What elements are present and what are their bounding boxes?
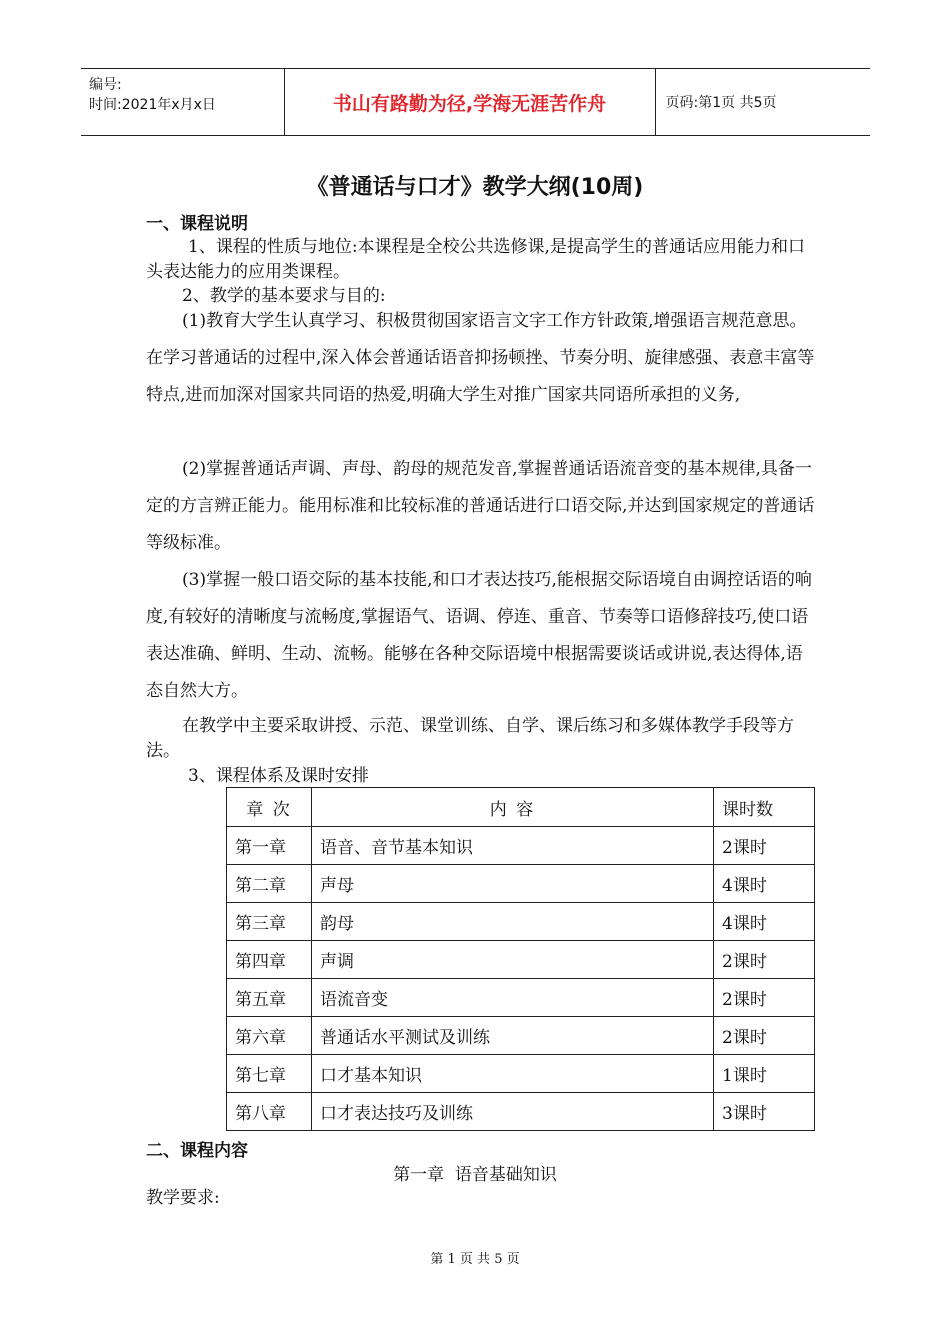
table-row [227,1017,815,1055]
table-header-content: 内 容 [312,788,714,827]
page-header [81,68,870,136]
table-cell-content: 语音、音节基本知识 [312,827,714,865]
table-cell-content: 声母 [312,865,714,903]
section-heading-course-content: 二、课程内容 [146,1141,248,1161]
table-cell-chapter: 第五章 [227,979,312,1017]
table-cell-chapter: 第三章 [227,903,312,941]
paragraph-teaching-methods: 在教学中主要采取讲授、示范、课堂训练、自学、课后练习和多媒体教学手段等方法。 [146,716,794,761]
paragraph-curriculum-schedule: 3、课程体系及课时安排 [188,766,369,786]
table-cell-content: 声调 [312,941,714,979]
table-row [227,979,815,1017]
chapter-title: 第一章 语音基础知识 [393,1165,557,1185]
table-cell-hours: 2课时 [714,1017,815,1055]
paragraph-requirement-1: (1)教育大学生认真学习、积极贯彻国家语言文字工作方针政策,增强语言规范意思。在学习普通话的过程中,深入体会普通话语音抑扬顿挫、节奏分明、旋律感强、表意丰富等特点,进而加深对国家共同语的热爱,明确大学生对推广国家共同语所承担的义务, [146,311,815,405]
table-row [227,827,815,865]
table-cell-chapter: 第四章 [227,941,312,979]
table-header-row [227,788,815,827]
table-cell-content: 普通话水平测试及训练 [312,1017,714,1055]
header-page-info: 页码:第1页 共5页 [655,69,870,136]
table-row [227,1093,815,1131]
table-row [227,1055,815,1093]
table-cell-hours: 2课时 [714,827,815,865]
table-header-hours: 课时数 [714,788,815,827]
table-row [227,941,815,979]
table-cell-hours: 3课时 [714,1093,815,1131]
table-cell-chapter: 第八章 [227,1093,312,1131]
table-cell-chapter: 第一章 [227,827,312,865]
table-cell-chapter: 第六章 [227,1017,312,1055]
header-meta [81,69,284,136]
document-title: 《普通话与口才》教学大纲(10周) [306,175,644,200]
table-cell-content: 口才基本知识 [312,1055,714,1093]
paragraph-basic-requirements: 2、教学的基本要求与目的: [182,286,386,306]
paragraph-course-nature: 1、课程的性质与地位:本课程是全校公共选修课,是提高学生的普通话应用能力和口头表达能力的应用类课程。 [146,237,805,282]
table-row [227,903,815,941]
table-cell-hours: 4课时 [714,865,815,903]
header-motto-cell [284,69,655,136]
course-schedule-table [226,787,815,1131]
table-cell-hours: 1课时 [714,1055,815,1093]
table-cell-content: 韵母 [312,903,714,941]
table-cell-hours: 2课时 [714,979,815,1017]
table-cell-content: 口才表达技巧及训练 [312,1093,714,1131]
section-heading-course-description: 一、课程说明 [146,214,248,234]
document-number-label: 编号: [89,77,122,93]
table-cell-content: 语流音变 [312,979,714,1017]
paragraph-requirement-2: (2)掌握普通话声调、声母、韵母的规范发音,掌握普通话语流音变的基本规律,具备一定的方言辨正能力。能用标准和比较标准的普通话进行口语交际,并达到国家规定的普通话等级标准。 [146,459,815,553]
header-motto: 书山有路勤为径,学海无涯苦作舟 [332,92,607,115]
table-cell-chapter: 第七章 [227,1055,312,1093]
page-footer: 第 1 页 共 5 页 [430,1252,520,1267]
document-time-label: 时间:2021年x月x日 [89,97,216,113]
paragraph-requirement-3: (3)掌握一般口语交际的基本技能,和口才表达技巧,能根据交际语境自由调控话语的响度,有较好的清晰度与流畅度,掌握语气、语调、停连、重音、节奏等口语修辞技巧,使口语表达准确、鲜明、生动、流畅。能够在各种交际语境中根据需要谈话或讲说,表达得体,语态自然大方。 [146,570,812,701]
teaching-requirements-label: 教学要求: [146,1188,220,1208]
table-row [227,865,815,903]
table-cell-hours: 2课时 [714,941,815,979]
table-cell-chapter: 第二章 [227,865,312,903]
table-header-chapter: 章 次 [227,788,312,827]
table-cell-hours: 4课时 [714,903,815,941]
